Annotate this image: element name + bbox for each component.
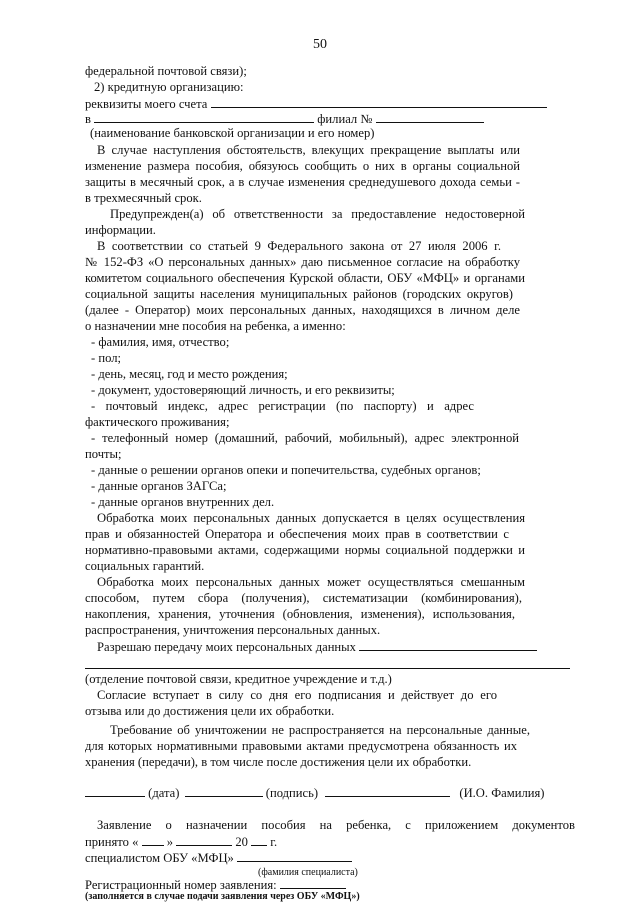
bank-label: в [85,112,91,126]
list-item: - данные органов внутренних дел. [91,495,275,509]
text-line: (далее - Оператор) моих персональных данных, находящихся в личном деле [85,303,520,317]
text-line: № 152-ФЗ «О персональных данных» даю письменное согласие на обработку [85,255,520,269]
branch-number-field[interactable] [376,111,484,123]
text-line: защиты в месячный срок, а в случае изменения среднедушевого дохода семьи - [85,175,520,189]
text-line: Обработка моих персональных данных допускается в целях осуществления [97,511,525,525]
list-item: - документ, удостоверяющий личность, и его реквизиты; [91,383,395,397]
registration-note: (заполняется в случае подачи заявления через ОБУ «МФЦ») [85,891,360,902]
text-line: распространения, уничтожения персональных данных. [85,623,381,637]
list-item: - почтовый индекс, адрес регистрации (по паспорту) и адрес [91,399,474,413]
text-line: в трехмесячный срок. [85,191,202,205]
accepted-year-prefix: 20 [235,835,248,849]
bank-name-field[interactable] [94,111,314,123]
account-field[interactable] [211,96,547,108]
accepted-year-suffix: г. [270,835,278,849]
text-line: Согласие вступает в силу со дня его подписания и действует до его [97,688,497,702]
signature-caption: (подпись) [265,786,319,800]
accepted-day-field[interactable] [142,834,164,846]
full-name-field[interactable] [325,785,450,797]
registration-field[interactable] [280,877,346,889]
text-line: социальной защиты населения муниципальных районов (городских округов) [85,287,513,301]
full-name-caption: (И.О. Фамилия) [459,786,545,800]
accepted-row [85,834,277,850]
date-field[interactable] [85,785,145,797]
transfer-label: Разрешаю передачу моих персональных данных [97,640,356,654]
signature-field[interactable] [185,785,263,797]
list-item: почты; [85,447,122,461]
list-item: фактического проживания; [85,415,230,429]
registration-label: Регистрационный номер заявления: [85,878,277,892]
specialist-label: специалистом ОБУ «МФЦ» [85,851,234,865]
text-line: Обработка моих персональных данных может осуществляться смешанным [97,575,525,589]
specialist-caption: (фамилия специалиста) [258,867,358,878]
list-item: - данные органов ЗАГСа; [91,479,227,493]
signature-row [85,785,544,801]
text-line: для которых нормативными правовыми актами предусмотрена обязанность их [85,739,517,753]
transfer-row [97,639,537,655]
text-line: нормативно-правовыми актами, содержащими нормы социальной поддержки и [85,543,525,557]
branch-label: филиал № [317,112,373,126]
transfer-field[interactable] [359,639,537,651]
text-line: комитетом социального обеспечения Курской области, ОБУ «МФЦ» и органами [85,271,525,285]
list-item: - пол; [91,351,121,365]
text-line: В соответствии со статьей 9 Федерального закона от 27 июля 2006 г. [97,239,501,253]
text-line: о назначении мне пособия на ребенка, а именно: [85,319,346,333]
text-line: федеральной почтовой связи); [85,64,247,78]
text-line: хранения (передачи), в том числе после достижения цели их обработки. [85,755,472,769]
text-line: прав и обязанностей Оператора и обеспечения моих прав в соответствии с [85,527,509,541]
list-item: - фамилия, имя, отчество; [91,335,230,349]
text-line: отзыва или до достижения цели их обработки. [85,704,335,718]
page-number: 50 [313,37,327,52]
text-line: Требование об уничтожении не распространяется на персональные данные, [110,723,530,737]
text-line: информации. [85,223,156,237]
list-item: - телефонный номер (домашний, рабочий, мобильный), адрес электронной [91,431,519,445]
accepted-year-field[interactable] [251,834,267,846]
text-line: изменение размера пособия, обязуюсь сообщить о них в органы социальной [85,159,520,173]
transfer-caption: (отделение почтовой связи, кредитное учреждение и т.д.) [85,672,392,686]
account-label: реквизиты моего счета [85,97,208,111]
list-item: - день, месяц, год и место рождения; [91,367,288,381]
text-line: Заявление о назначении пособия на ребенка, с приложением документов [97,818,575,832]
list-item: - данные о решении органов опеки и попечительства, судебных органов; [91,463,481,477]
text-line: способом, путем сбора (получения), систематизации (комбинирования), [85,591,522,605]
specialist-field[interactable] [237,850,352,862]
accepted-month-field[interactable] [176,834,232,846]
bank-caption: (наименование банковской организации и его номер) [90,126,375,140]
accepted-label: принято « [85,835,139,849]
date-caption: (дата) [148,786,180,800]
text-line: социальных гарантий. [85,559,205,573]
accepted-quote: » [166,835,173,849]
bank-row [85,111,484,127]
text-line: накопления, хранения, уточнения (обновления, изменения), использования, [85,607,515,621]
specialist-row [85,850,352,866]
text-line: 2) кредитную организацию: [94,80,244,94]
account-details-row [85,96,547,112]
text-line: В случае наступления обстоятельств, влекущих прекращение выплаты или [97,143,520,157]
transfer-field-line[interactable] [85,668,570,669]
text-line: Предупрежден(а) об ответственности за предоставление недостоверной [110,207,525,221]
